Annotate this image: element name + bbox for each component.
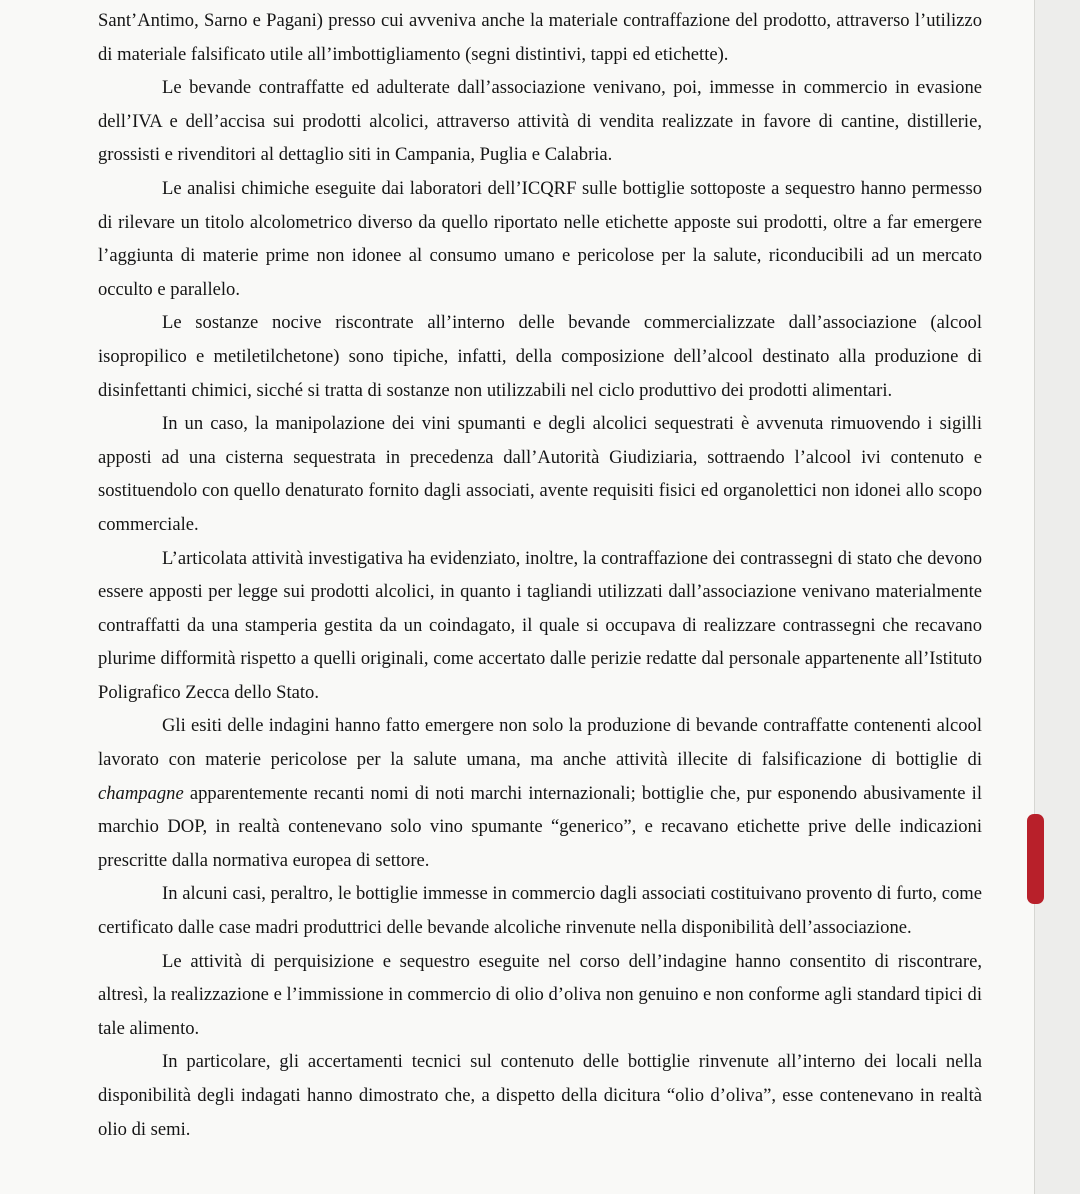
- paragraph-3: Le analisi chimiche eseguite dai laboratori dell’ICQRF sulle bottiglie sottoposte a sequestro hanno permesso di rilevare un titolo alcolometrico diverso da quello riportato nelle etichette apposte sui prodotti, oltre a far emergere l’aggiunta di materie prime non idonee al consumo umano e pericolose per la salute, riconducibili ad un mercato occulto e parallelo.: [98, 177, 982, 300]
- paragraph-2: Le bevande contraffatte ed adulterate dall’associazione venivano, poi, immesse in commercio in evasione dell’IVA e dell’accisa sui prodotti alcolici, attraverso attività di vendita realizzate in favore di cantine, distillerie, grossisti e rivenditori al dettaglio siti in Campania, Puglia e Calabria.: [98, 77, 982, 166]
- paragraph-8: In alcuni casi, peraltro, le bottiglie immesse in commercio dagli associati costituivano provento di furto, come certificato dalle case madri produttrici delle bevande alcoliche rinvenute nella disponibilità dell’associazione.: [98, 883, 982, 939]
- scrollbar-thumb[interactable]: [1027, 814, 1044, 904]
- paragraph-7: [98, 709, 982, 877]
- paragraph-7-text-after: apparentemente recanti nomi di noti marchi internazionali; bottiglie che, pur esponendo abusivamente il marchio DOP, in realtà contenevano solo vino spumante “generico”, e recavano etichette prive delle indicazioni prescritte dalla normativa europea di settore.: [98, 782, 982, 871]
- document-body: [98, 4, 982, 1146]
- paragraph-7-text-before: Gli esiti delle indagini hanno fatto emergere non solo la produzione di bevande contraffatte contenenti alcool lavorato con materie pericolose per la salute umana, ma anche attività illecite di falsificazione di bottiglie di: [98, 715, 982, 771]
- paragraph-7-italic-term: champagne: [98, 782, 184, 804]
- scrollbar-track[interactable]: [1034, 0, 1080, 1194]
- paragraph-6: L’articolata attività investigativa ha evidenziato, inoltre, la contraffazione dei contrassegni di stato che devono essere apposti per legge sui prodotti alcolici, in quanto i tagliandi utilizzati dall’associazione venivano materialmente contraffatti da una stamperia gestita da un coindagato, il quale si occupava di realizzare contrassegni che recavano plurime difformità rispetto a quelli originali, come accertato dalle perizie redatte dal personale appartenente all’Istituto Poligrafico Zecca dello Stato.: [98, 547, 982, 703]
- paragraph-9: Le attività di perquisizione e sequestro eseguite nel corso dell’indagine hanno consentito di riscontrare, altresì, la realizzazione e l’immissione in commercio di olio d’oliva non genuino e non conforme agli standard tipici di tale alimento.: [98, 950, 982, 1039]
- paragraph-4: Le sostanze nocive riscontrate all’interno delle bevande commercializzate dall’associazione (alcool isopropilico e metiletilchetone) sono tipiche, infatti, della composizione dell’alcool destinato alla produzione di disinfettanti chimici, sicché si tratta di sostanze non utilizzabili nel ciclo produttivo dei prodotti alimentari.: [98, 312, 982, 401]
- paragraph-5: In un caso, la manipolazione dei vini spumanti e degli alcolici sequestrati è avvenuta rimuovendo i sigilli apposti ad una cisterna sequestrata in precedenza dall’Autorità Giudiziaria, sottraendo l’alcool ivi contenuto e sostituendolo con quello denaturato fornito dagli associati, avente requisiti fisici ed organolettici non idonei allo scopo commerciale.: [98, 413, 982, 535]
- paragraph-10: In particolare, gli accertamenti tecnici sul contenuto delle bottiglie rinvenute all’interno dei locali nella disponibilità degli indagati hanno dimostrato che, a dispetto della dicitura “olio d’oliva”, esse contenevano in realtà olio di semi.: [98, 1051, 982, 1140]
- paragraph-1: Sant’Antimo, Sarno e Pagani) presso cui avveniva anche la materiale contraffazione del prodotto, attraverso l’utilizzo di materiale falsificato utile all’imbottigliamento (segni distintivi, tappi ed etichette).: [98, 10, 982, 65]
